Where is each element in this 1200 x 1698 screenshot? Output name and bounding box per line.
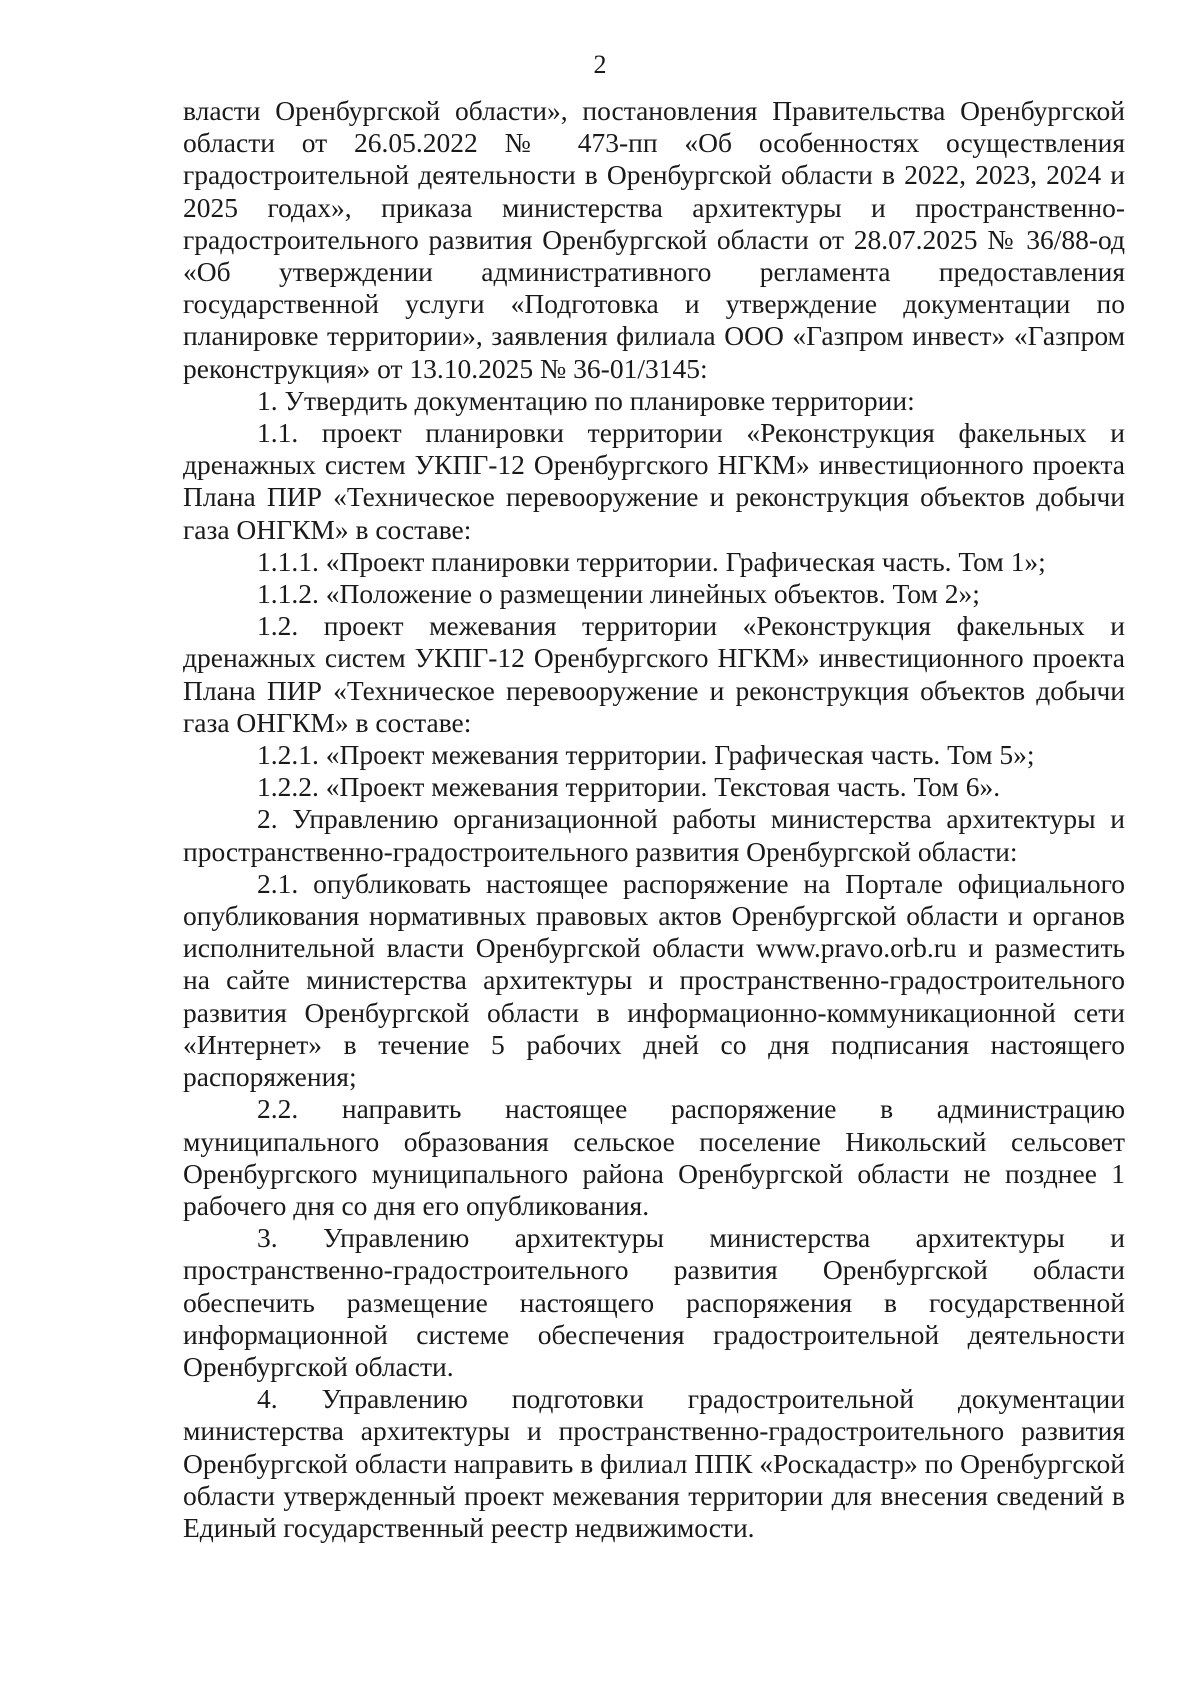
page-number: 2	[593, 50, 607, 79]
paragraph-item-2-1: 2.1. опубликовать настоящее распоряжение на Портале официального опубликования нормативных правовых актов Оренбургской области и органов исполнительной власти Оренбургской области www.pravo.orb.ru и разместить на сайте министерства архитектуры и пространственно-градостроительного развития Оренбургской области в информационно-коммуникационной сети «Интернет» в течение 5 рабочих дней со дня подписания настоящего распоряжения;	[183, 867, 1125, 1093]
paragraph-item-2-2: 2.2. направить настоящее распоряжение в администрацию муниципального образования сельское поселение Никольский сельсовет Оренбургского муниципального района Оренбургской области не позднее 1 рабочего дня со дня его опубликования.	[183, 1093, 1125, 1221]
paragraph-item-1-1-2: 1.1.2. «Положение о размещении линейных объектов. Том 2»;	[257, 578, 980, 610]
paragraph-item-1: 1. Утвердить документацию по планировке территории:	[257, 384, 915, 416]
paragraph-item-1-1: 1.1. проект планировки территории «Реконструкция факельных и дренажных систем УКПГ-12 Оренбургского НГКМ» инвестиционного проекта Плана ПИР «Техническое перевооружение и реконструкция объектов добычи газа ОНГКМ» в составе:	[183, 417, 1125, 545]
document-body	[183, 95, 1125, 1544]
paragraph-item-4: 4. Управлению подготовки градостроительной документации министерства архитектуры и пространственно-градостроительного развития Оренбургской области направить в филиал ППК «Роскадастр» по Оренбургской области утвержденный проект межевания территории для внесения сведений в Единый государственный реестр недвижимости.	[183, 1383, 1125, 1543]
paragraph-preamble: власти Оренбургской области», постановления Правительства Оренбургской области от 26.05.2022 № 473-пп «Об особенностях осуществления градостроительной деятельности в Оренбургской области в 2022, 2023, 2024 и 2025 годах», приказа министерства архитектуры и пространственно-градостроительного развития Оренбургской области от 28.07.2025 № 36/88-од «Об утверждении административного регламента предоставления государственной услуги «Подготовка и утверждение документации по планировке территории», заявления филиала ООО «Газпром инвест» «Газпром реконструкция» от 13.10.2025 № 36-01/3145:	[183, 95, 1125, 384]
paragraph-item-1-2: 1.2. проект межевания территории «Реконструкция факельных и дренажных систем УКПГ-12 Оренбургского НГКМ» инвестиционного проекта Плана ПИР «Техническое перевооружение и реконструкция объектов добычи газа ОНГКМ» в составе:	[183, 610, 1125, 738]
paragraph-item-1-2-1: 1.2.1. «Проект межевания территории. Графическая часть. Том 5»;	[257, 739, 1035, 771]
paragraph-item-3: 3. Управлению архитектуры министерства архитектуры и пространственно-градостроительного развития Оренбургской области обеспечить размещение настоящего распоряжения в государственной информационной системе обеспечения градостроительной деятельности Оренбургской области.	[183, 1222, 1125, 1382]
paragraph-item-2: 2. Управлению организационной работы министерства архитектуры и пространственно-градостроительного развития Оренбургской области:	[183, 803, 1125, 867]
paragraph-item-1-2-2: 1.2.2. «Проект межевания территории. Текстовая часть. Том 6».	[257, 771, 1001, 803]
paragraph-item-1-1-1: 1.1.1. «Проект планировки территории. Графическая часть. Том 1»;	[257, 545, 1046, 577]
